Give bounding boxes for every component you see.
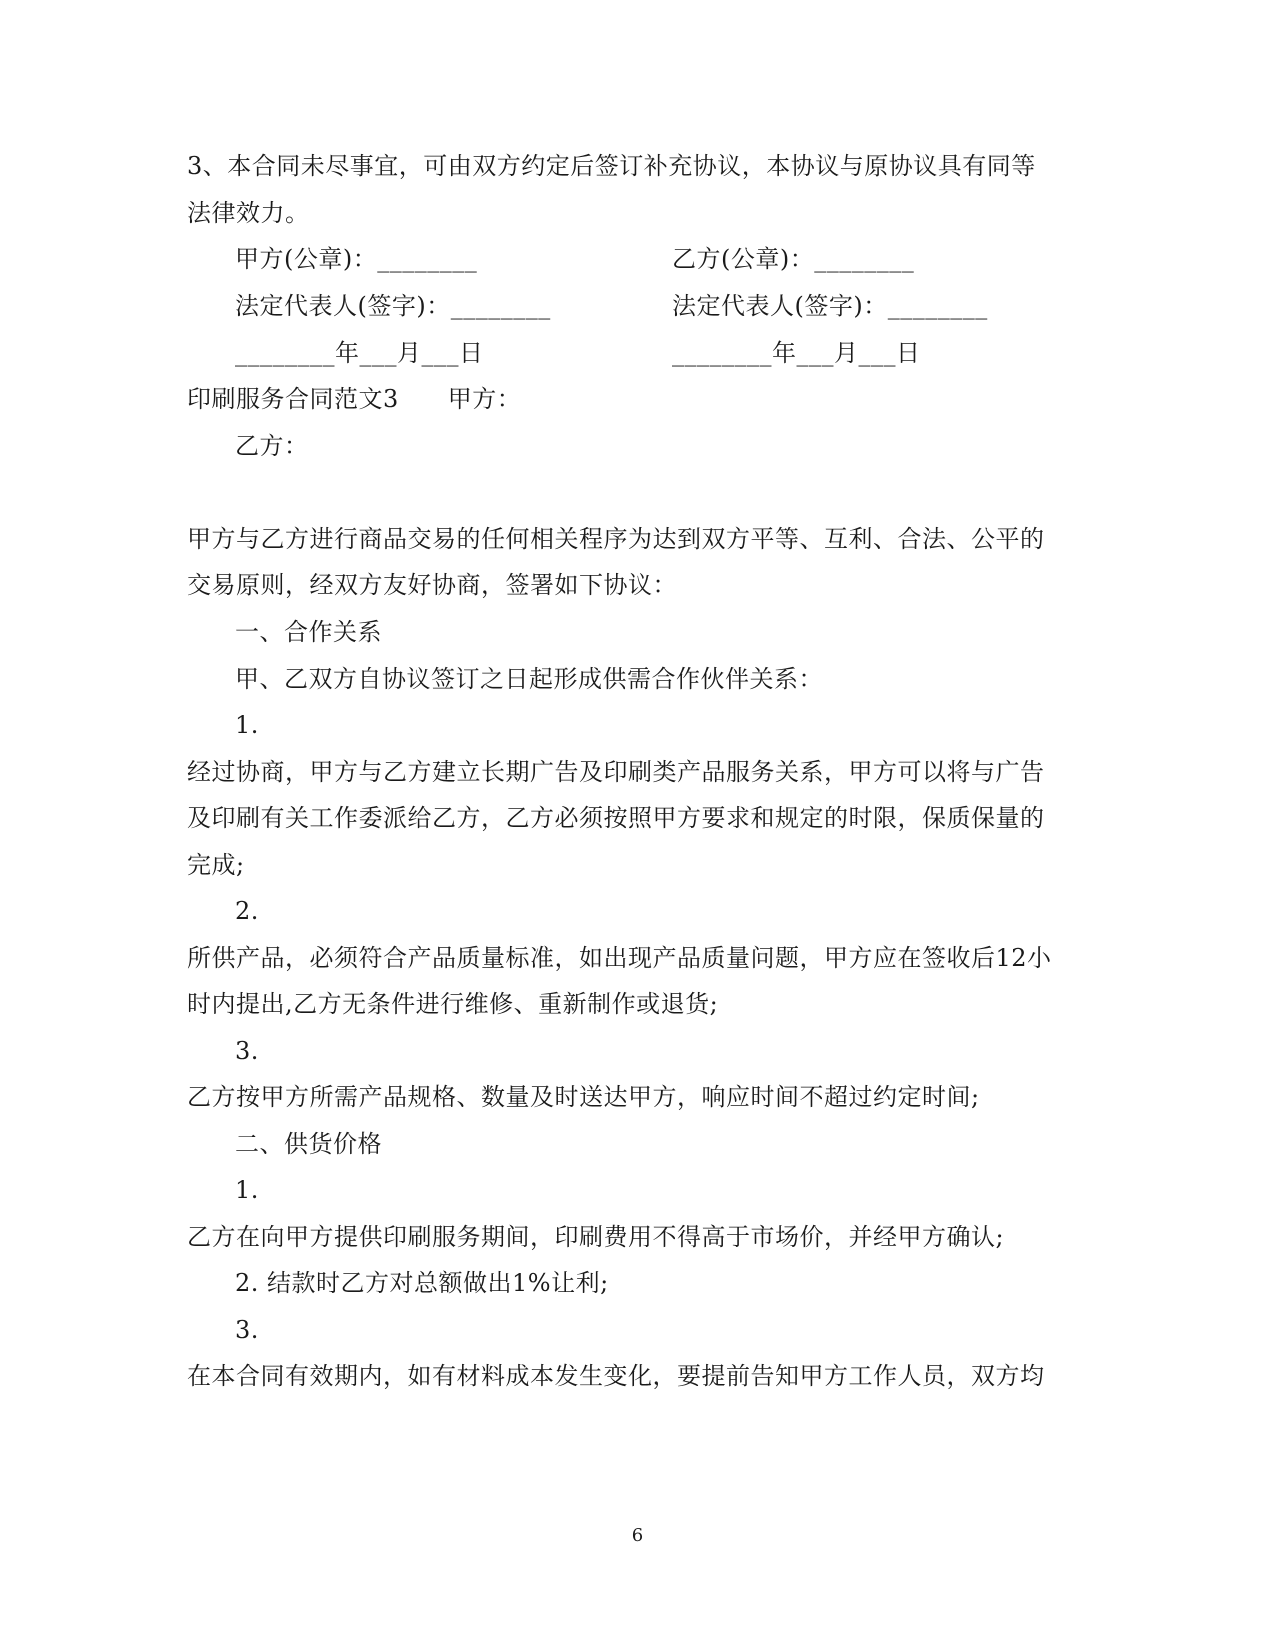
section-1-item-1-line-1: 经过协商，甲方与乙方建立长期广告及印刷类产品服务关系，甲方可以将与广告 <box>187 758 1045 786</box>
clause-3-line-2: 法律效力。 <box>187 199 310 227</box>
party-a-representative: 法定代表人(签字)：________ <box>235 292 551 320</box>
section-2-heading: 二、供货价格 <box>235 1130 382 1158</box>
party-b-representative: 法定代表人(签字)：________ <box>672 292 988 320</box>
section-1-item-2-line-1: 所供产品，必须符合产品质量标准，如出现产品质量问题，甲方应在签收后12小 <box>187 944 1052 972</box>
party-a-date: ________年___月___日 <box>235 339 484 367</box>
section-1-item-2-number: 2. <box>235 897 259 925</box>
intro-line-1: 甲方与乙方进行商品交易的任何相关程序为达到双方平等、互利、合法、公平的 <box>187 525 1045 553</box>
intro-line-2: 交易原则，经双方友好协商，签署如下协议： <box>187 571 677 599</box>
section-1-item-1-line-3: 完成; <box>187 851 245 879</box>
party-a-seal: 甲方(公章)：________ <box>235 245 478 273</box>
section-2-item-3-line-1: 在本合同有效期内，如有材料成本发生变化，要提前告知甲方工作人员，双方均 <box>187 1362 1045 1390</box>
section-1-item-1-number: 1. <box>235 711 259 739</box>
section-1-item-2-line-2: 时内提出,乙方无条件进行维修、重新制作或退货; <box>187 990 719 1018</box>
section-2-item-2: 2. 结款时乙方对总额做出1%让利; <box>235 1269 609 1297</box>
section-1-item-1-line-2: 及印刷有关工作委派给乙方，乙方必须按照甲方要求和规定的时限，保质保量的 <box>187 804 1045 832</box>
section-1-heading: 一、合作关系 <box>235 618 382 646</box>
page-number: 6 <box>631 1525 644 1546</box>
party-b-label: 乙方： <box>235 432 309 460</box>
section-1-item-3-number: 3. <box>235 1037 259 1065</box>
party-b-date: ________年___月___日 <box>672 339 921 367</box>
section-2-item-1-number: 1. <box>235 1176 259 1204</box>
section-1-intro: 甲、乙双方自协议签订之日起形成供需合作伙伴关系： <box>235 665 823 693</box>
section-1-item-3-line-1: 乙方按甲方所需产品规格、数量及时送达甲方，响应时间不超过约定时间; <box>187 1083 980 1111</box>
contract-title-party-a: 印刷服务合同范文3 甲方： <box>187 385 522 413</box>
party-b-seal: 乙方(公章)：________ <box>672 245 915 273</box>
clause-3-line-1: 3、本合同未尽事宜，可由双方约定后签订补充协议，本协议与原协议具有同等 <box>187 152 1036 180</box>
section-2-item-1-line-1: 乙方在向甲方提供印刷服务期间，印刷费用不得高于市场价，并经甲方确认; <box>187 1223 1005 1251</box>
section-2-item-3-number: 3. <box>235 1316 259 1344</box>
